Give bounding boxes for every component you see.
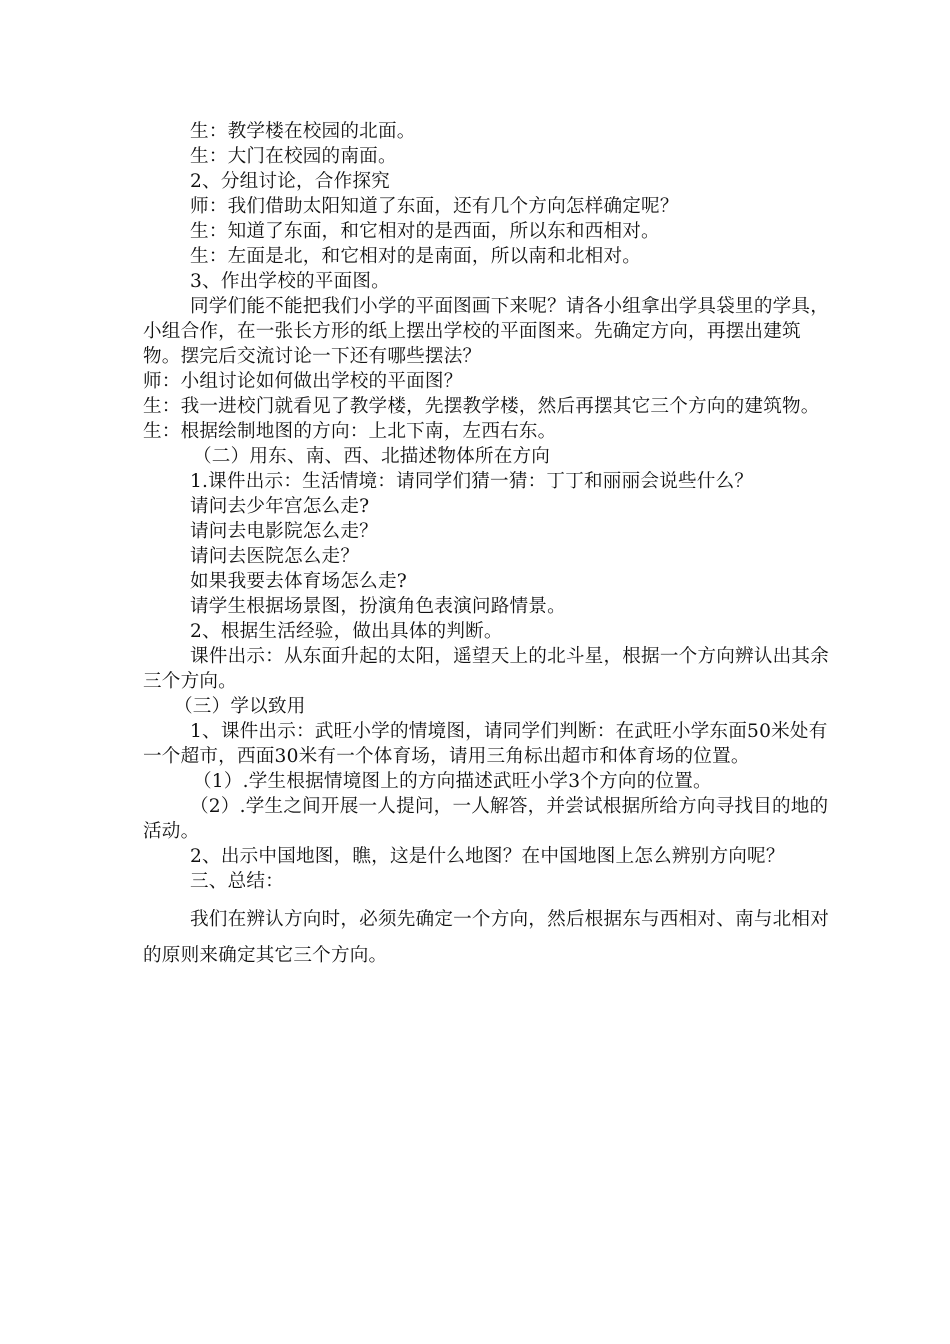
paragraph-student-map-directions: 生：根据绘制地图的方向：上北下南，左西右东。 [143,421,557,442]
paragraph-school-plan-heading: 3、作出学校的平面图。 [190,271,390,292]
paragraph-student-gate: 生：大门在校园的南面。 [190,146,397,167]
paragraph-question-hospital: 请问去医院怎么走？ [190,546,360,567]
paragraph-group-discussion: 2、分组讨论，合作探究 [190,171,390,192]
paragraph-china-map: 2、出示中国地图，瞧，这是什么地图？在中国地图上怎么辨别方向呢？ [190,846,785,867]
paragraph-student-placement: 生：我一进校门就看见了教学楼，先摆教学楼，然后再摆其它三个方向的建筑物。 [143,396,820,417]
section-heading-two: （二）用东、南、西、北描述物体所在方向 [193,446,551,467]
paragraph-role-play: 请学生根据场景图，扮演角色表演问路情景。 [190,596,566,617]
section-heading-summary: 三、总结： [190,871,284,892]
paragraph-courseware-scenario: 1.课件出示：生活情境：请同学们猜一猜：丁丁和丽丽会说些什么？ [190,471,754,492]
paragraph-life-experience: 2、根据生活经验，做出具体的判断。 [190,621,503,642]
paragraph-courseware-sun: 课件出示：从东面升起的太阳，遥望天上的北斗星，根据一个方向辨认出其余三个方向。 [143,646,829,692]
paragraph-question-stadium: 如果我要去体育场怎么走? [190,571,407,592]
document-body [143,119,833,974]
paragraph-item-two: （2）.学生之间开展一人提问，一人解答，并尝试根据所给方向寻找目的地的活动。 [143,796,829,842]
paragraph-question-youth-palace: 请问去少年宫怎么走? [190,496,370,517]
section-heading-three: （三）学以致用 [174,696,306,717]
paragraph-student-north-south: 生：左面是北，和它相对的是南面，所以南和北相对。 [190,246,642,267]
paragraph-teacher-question: 师：我们借助太阳知道了东面，还有几个方向怎样确定呢？ [190,196,679,217]
paragraph-question-cinema: 请问去电影院怎么走？ [190,521,378,542]
paragraph-student-teaching-building: 生：教学楼在校园的北面。 [190,121,416,142]
paragraph-item-one: （1）.学生根据情境图上的方向描述武旺小学3个方向的位置。 [193,771,712,792]
paragraph-student-east-west: 生：知道了东面，和它相对的是西面，所以东和西相对。 [190,221,660,242]
paragraph-summary: 我们在辨认方向时，必须先确定一个方向，然后根据东与西相对、南与北相对的原则来确定其它三个方向。 [143,909,829,966]
paragraph-courseware-wuwang: 1、课件出示：武旺小学的情境图，请同学们判断：在武旺小学东面50米处有一个超市，西面30米有一个体育场，请用三角标出超市和体育场的位置。 [143,721,828,767]
paragraph-school-plan-task: 同学们能不能把我们小学的平面图画下来呢？请各小组拿出学具袋里的学具，小组合作，在一张长方形的纸上摆出学校的平面图来。先确定方向，再摆出建筑物。摆完后交流讨论一下还有哪些摆法？ [143,296,829,367]
paragraph-teacher-plan-discussion: 师：小组讨论如何做出学校的平面图？ [143,371,463,392]
